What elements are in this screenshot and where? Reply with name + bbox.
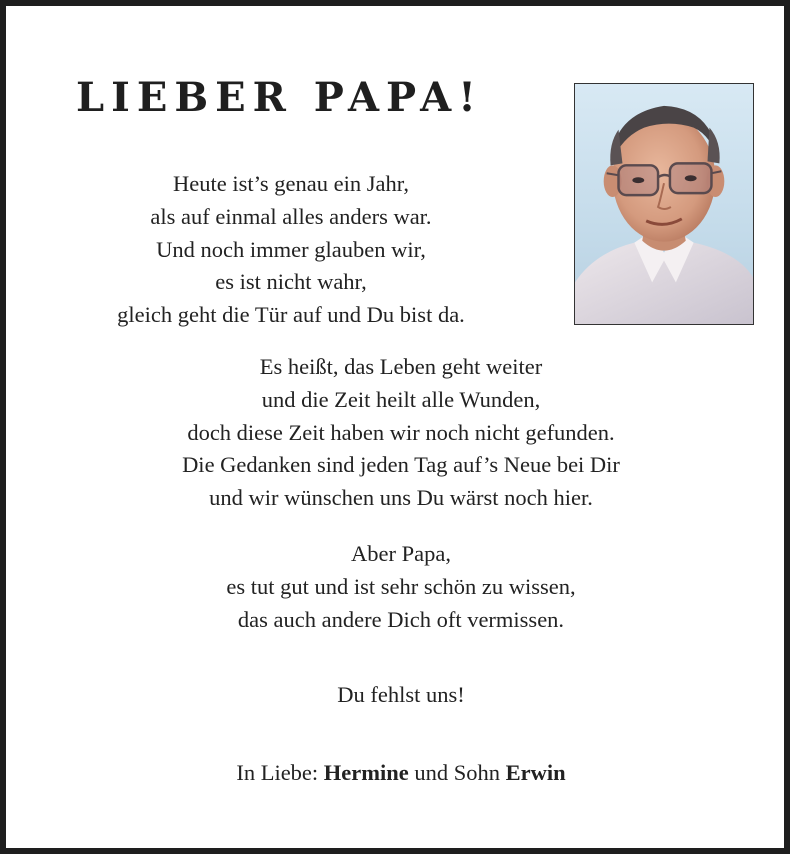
verse-line: als auf einmal alles anders war. xyxy=(150,203,432,229)
signature-middle: und Sohn xyxy=(414,760,501,785)
verse-line: doch diese Zeit haben wir noch nicht gefunden. xyxy=(187,419,615,445)
verse-line: es ist nicht wahr, xyxy=(215,269,367,295)
verse-line: Aber Papa, xyxy=(351,541,451,566)
verse-line: Die Gedanken sind jeden Tag auf’s Neue bei Dir xyxy=(182,452,620,478)
verse-line: Heute ist’s genau ein Jahr, xyxy=(173,171,409,196)
portrait-photo xyxy=(574,83,754,325)
signature-name-son: Erwin xyxy=(505,760,566,785)
verse-one xyxy=(26,168,556,332)
verse-line: Und noch immer glauben wir, xyxy=(156,236,426,262)
notice-title: LIEBER PAPA! xyxy=(76,74,483,121)
verse-line: gleich geht die Tür auf und Du bist da. xyxy=(117,302,465,328)
portrait-image xyxy=(575,84,753,324)
verse-line: und die Zeit heilt alle Wunden, xyxy=(261,386,541,412)
verse-line: und wir wünschen uns Du wärst noch hier. xyxy=(209,485,593,511)
signature-prefix: In Liebe: xyxy=(236,760,319,785)
closing-line: Du fehlst uns! xyxy=(337,682,465,707)
verse-two xyxy=(26,351,776,515)
verse-line: das auch andere Dich oft vermissen. xyxy=(237,606,565,632)
verse-line: Es heißt, das Leben geht weiter xyxy=(259,354,543,379)
verse-three xyxy=(26,538,776,636)
verse-line: es tut gut und ist sehr schön zu wissen, xyxy=(226,573,576,599)
signature-line xyxy=(26,757,776,789)
signature-name-wife: Hermine xyxy=(323,760,409,785)
